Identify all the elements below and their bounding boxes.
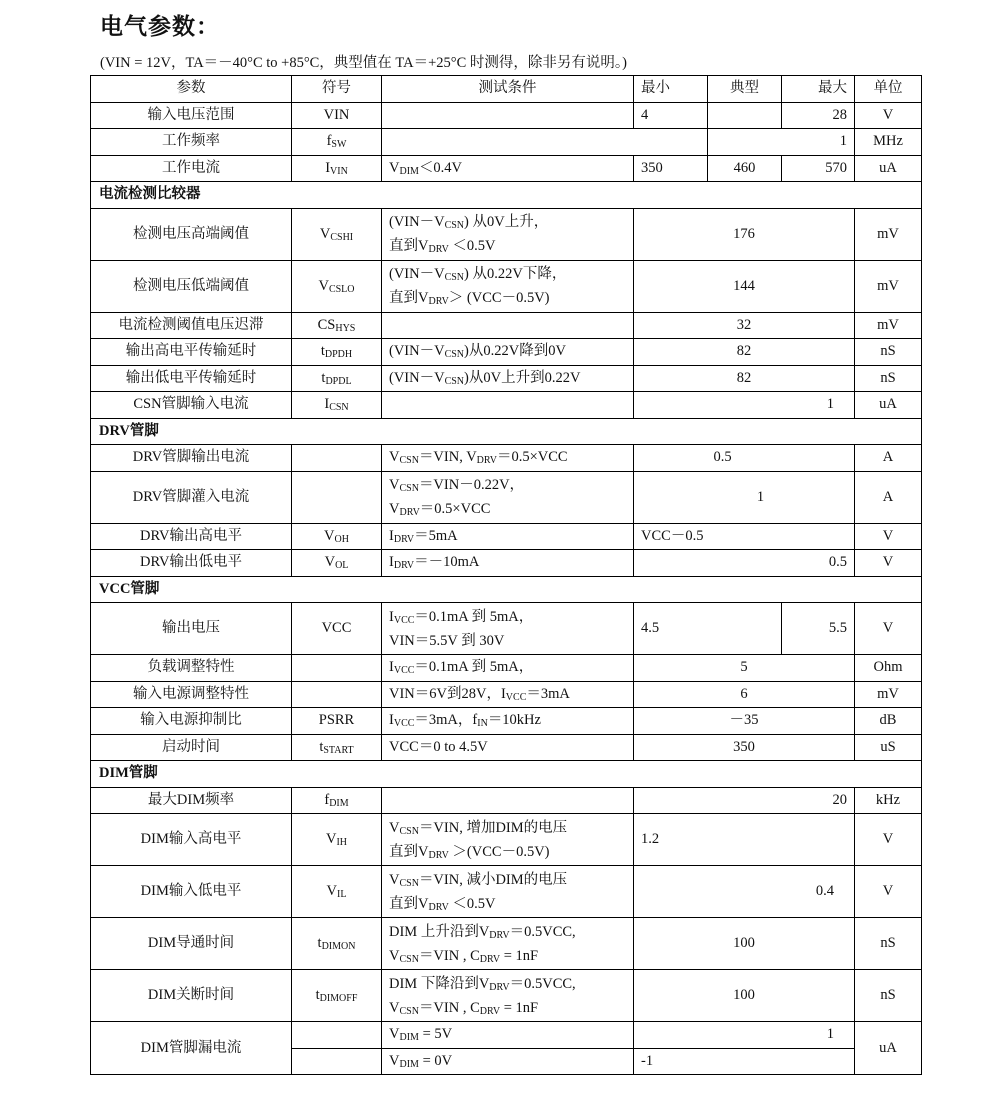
table-row xyxy=(91,866,922,918)
condition-cell xyxy=(382,787,634,814)
max-cell: 1 xyxy=(634,392,855,419)
cond-text: ＝VIN, 减小DIM的电压 xyxy=(418,871,568,888)
symbol-cell xyxy=(292,655,382,682)
unit-cell: nS xyxy=(855,365,922,392)
param-cell: CSN管脚输入电流 xyxy=(91,392,292,419)
cond-text: = 0V xyxy=(418,1052,453,1069)
typ-cell: 32 xyxy=(634,312,855,339)
typ-cell: 6 xyxy=(634,681,855,708)
header-typ: 典型 xyxy=(708,76,782,103)
cond-text: I xyxy=(389,527,394,544)
cond-text: V xyxy=(389,999,400,1016)
cond-text: ＝0.1mA 到 5mA， xyxy=(414,608,534,625)
cond-text: VIN＝6V到28V，I xyxy=(389,685,506,702)
symbol-cell xyxy=(292,734,382,761)
param-cell: 检测电压低端阈值 xyxy=(91,260,292,312)
symbol-sub: VIN xyxy=(330,165,348,177)
header-param: 参数 xyxy=(91,76,292,103)
cond-text: ＝－10mA xyxy=(414,554,480,571)
conditions-note: (VIN = 12V，TA＝－40°C to +85°C，典型值在 TA＝+25°C 时测得，除非另有说明。) xyxy=(100,55,627,71)
typ-cell: 350 xyxy=(634,734,855,761)
cond-text: ＜0.5V xyxy=(448,238,496,254)
symbol-cell xyxy=(292,918,382,970)
cond-sub: VCC xyxy=(393,614,415,626)
cond-text: I xyxy=(389,712,394,729)
min-cell: 1.2 xyxy=(634,814,855,866)
cond-text: ＝VIN－0.22V， xyxy=(418,477,525,493)
cond-text: ＜0.5V xyxy=(448,895,496,912)
condition-cell xyxy=(382,129,708,156)
param-cell: 输入电压范围 xyxy=(91,102,292,129)
cond-sub: DRV xyxy=(393,533,415,545)
cond-sub: CSN xyxy=(399,483,419,494)
min-cell: -1 xyxy=(634,1048,855,1075)
condition-cell xyxy=(382,603,634,655)
table-row xyxy=(91,445,922,472)
cond-text: ＞(VCC－0.5V) xyxy=(448,843,550,860)
cond-text: ＜0.4V xyxy=(418,159,463,176)
section-row xyxy=(91,761,922,788)
symbol-cell xyxy=(292,681,382,708)
unit-cell: nS xyxy=(855,918,922,970)
cond-text: 直到V xyxy=(389,895,429,912)
param-cell: 输出电压 xyxy=(91,603,292,655)
cond-text: 直到V xyxy=(389,238,429,254)
cond-sub: CSN xyxy=(399,877,419,889)
symbol-sub: CSN xyxy=(329,402,349,414)
cond-text: = 1nF xyxy=(500,999,539,1016)
param-cell: DIM输入高电平 xyxy=(91,814,292,866)
section-title-vcc: VCC管脚 xyxy=(91,576,922,603)
min-cell: 350 xyxy=(634,155,708,182)
table-row xyxy=(91,603,922,655)
unit-cell: uA xyxy=(855,1022,922,1075)
cond-sub: IN xyxy=(477,718,488,730)
cond-sub: DRV xyxy=(428,244,449,255)
symbol-sub: SW xyxy=(331,139,347,151)
param-cell: 工作频率 xyxy=(91,129,292,156)
symbol-cell xyxy=(292,550,382,577)
param-cell: 工作电流 xyxy=(91,155,292,182)
symbol-sub: CSHI xyxy=(330,231,354,243)
symbol-sub: IH xyxy=(336,837,348,848)
param-cell: 输出低电平传输延时 xyxy=(91,365,292,392)
header-min: 最小 xyxy=(634,76,708,103)
symbol-text: t xyxy=(319,738,324,755)
typ-cell: 82 xyxy=(634,365,855,392)
table-row xyxy=(91,471,922,523)
symbol-cell: VCC xyxy=(292,603,382,655)
unit-cell: mV xyxy=(855,681,922,708)
unit-cell: Ohm xyxy=(855,655,922,682)
symbol-text: V xyxy=(325,831,337,847)
condition-cell xyxy=(382,523,634,550)
max-cell: 0.5 xyxy=(634,550,855,577)
cond-text: (VIN－V xyxy=(389,343,445,360)
condition-cell xyxy=(382,155,634,182)
page-title: 电气参数： xyxy=(100,14,220,40)
cond-text: V xyxy=(389,871,400,888)
cond-sub: DRV xyxy=(489,929,510,941)
symbol-cell xyxy=(292,814,382,866)
cond-sub: DIM xyxy=(399,165,419,177)
typ-cell: 100 xyxy=(634,970,855,1022)
section-row xyxy=(91,182,922,209)
unit-cell: mV xyxy=(855,312,922,339)
cond-sub: CSN xyxy=(399,953,419,965)
unit-cell: mV xyxy=(855,260,922,312)
symbol-cell: PSRR xyxy=(292,708,382,735)
cond-sub: CSN xyxy=(399,455,419,467)
max-cell: 5.5 xyxy=(782,603,855,655)
symbol-cell xyxy=(292,970,382,1022)
cond-sub: DRV xyxy=(428,296,449,307)
cond-text: DIM 上升沿到V xyxy=(389,923,490,940)
table-row xyxy=(91,1022,922,1049)
cond-text: ＝3mA xyxy=(526,685,570,702)
cond-text: I xyxy=(389,554,394,571)
unit-cell: A xyxy=(855,445,922,472)
cond-sub: CSN xyxy=(399,1005,419,1017)
cond-text: ＝0.5×VCC xyxy=(496,449,568,466)
section-title-current-sense: 电流检测比较器 xyxy=(91,182,922,209)
table-row xyxy=(91,655,922,682)
symbol-sub: CSLO xyxy=(328,283,355,295)
param-cell: 输入电源抑制比 xyxy=(91,708,292,735)
min-cell: 4.5 xyxy=(634,603,782,655)
cond-sub: DRV xyxy=(399,507,420,518)
symbol-text: t xyxy=(321,369,326,386)
symbol-text: t xyxy=(317,935,322,951)
cond-text: (VIN－V xyxy=(389,214,445,230)
typ-cell xyxy=(708,102,782,129)
symbol-cell xyxy=(292,129,382,156)
symbol-sub: HYS xyxy=(335,322,356,334)
max-value: 1 xyxy=(839,133,847,150)
cond-text: V xyxy=(389,819,400,836)
cond-text: ＝5mA xyxy=(414,527,458,544)
condition-cell xyxy=(382,655,634,682)
table-row xyxy=(91,339,922,366)
unit-cell: MHz xyxy=(855,129,922,156)
cond-sub: CSN xyxy=(444,349,465,361)
cond-text: ) 从0.22V下降， xyxy=(464,266,567,282)
symbol-text: V xyxy=(324,527,335,544)
cond-sub: VCC xyxy=(393,665,415,677)
cond-text: ) 从0V上升， xyxy=(464,214,549,230)
symbol-sub: DPDL xyxy=(325,375,352,387)
min-cell: 4 xyxy=(634,102,708,129)
param-cell: 启动时间 xyxy=(91,734,292,761)
typ-cell: －35 xyxy=(634,708,855,735)
cond-text: V xyxy=(389,1026,400,1043)
symbol-cell xyxy=(292,471,382,523)
unit-cell: dB xyxy=(855,708,922,735)
param-cell: 负载调整特性 xyxy=(91,655,292,682)
symbol-cell xyxy=(292,392,382,419)
symbol-sub: DIM xyxy=(329,797,349,809)
header-max: 最大 xyxy=(782,76,855,103)
symbol-cell xyxy=(292,445,382,472)
typ-cell: 0.5 xyxy=(634,445,855,472)
symbol-cell xyxy=(292,523,382,550)
table-row xyxy=(91,365,922,392)
cond-text: = 1nF xyxy=(500,947,539,964)
param-cell: 检测电压高端阈值 xyxy=(91,208,292,260)
symbol-text: V xyxy=(318,277,329,294)
unit-cell: V xyxy=(855,523,922,550)
cond-text: (VIN－V xyxy=(389,369,445,386)
cond-text: I xyxy=(389,659,394,676)
condition-cell xyxy=(382,1022,634,1049)
symbol-text: f xyxy=(326,133,332,150)
symbol-text: V xyxy=(326,883,338,899)
table-row xyxy=(91,523,922,550)
typ-cell: 5 xyxy=(634,655,855,682)
cond-text: V xyxy=(389,947,400,964)
symbol-cell xyxy=(292,339,382,366)
param-cell: DIM关断时间 xyxy=(91,970,292,1022)
cond-sub: DRV xyxy=(489,981,510,993)
symbol-sub: OL xyxy=(335,560,349,572)
cond-text: )从0.22V降到0V xyxy=(464,343,566,360)
table-row xyxy=(91,208,922,260)
section-row xyxy=(91,576,922,603)
cond-text: ＞ (VCC－0.5V) xyxy=(448,290,550,306)
max-cell: 570 xyxy=(782,155,855,182)
table-row xyxy=(91,129,922,156)
table-row xyxy=(91,787,922,814)
symbol-cell xyxy=(292,260,382,312)
cond-text: ＝10kHz xyxy=(487,712,541,729)
condition-cell xyxy=(382,708,634,735)
cond-text: = 5V xyxy=(418,1026,453,1043)
cond-text: ＝VIN, V xyxy=(418,449,477,466)
param-cell: DRV管脚输出电流 xyxy=(91,445,292,472)
symbol-text: t xyxy=(315,987,320,1003)
cond-sub: CSN xyxy=(444,272,465,283)
cond-sub: VCC xyxy=(505,691,527,703)
condition-cell xyxy=(382,866,634,918)
cond-text: 直到V xyxy=(389,290,429,306)
unit-cell: V xyxy=(855,550,922,577)
cond-sub: DRV xyxy=(428,901,449,913)
condition-cell xyxy=(382,550,634,577)
max-cell: 28 xyxy=(782,102,855,129)
unit-cell: V xyxy=(855,814,922,866)
typ-cell: 1 xyxy=(634,471,855,523)
unit-cell: V xyxy=(855,102,922,129)
max-cell xyxy=(708,129,855,156)
unit-cell: A xyxy=(855,471,922,523)
unit-cell: uA xyxy=(855,392,922,419)
symbol-sub: DIMOFF xyxy=(319,993,358,1004)
unit-cell: V xyxy=(855,866,922,918)
symbol-cell xyxy=(292,787,382,814)
cond-text: ＝0.5VCC, xyxy=(509,975,576,992)
cond-text: ＝VIN, 增加DIM的电压 xyxy=(418,819,568,836)
condition-cell xyxy=(382,970,634,1022)
param-cell: DRV输出高电平 xyxy=(91,523,292,550)
typ-cell: 82 xyxy=(634,339,855,366)
symbol-cell: VIN xyxy=(292,102,382,129)
condition-cell xyxy=(382,312,634,339)
cond-text: ＝0.5VCC, xyxy=(509,923,576,940)
unit-cell: uS xyxy=(855,734,922,761)
cond-text: ＝0.1mA 到 5mA， xyxy=(414,659,534,676)
cond-text: ＝VIN , C xyxy=(418,999,480,1016)
cond-text: )从0V上升到0.22V xyxy=(464,369,581,386)
table-row xyxy=(91,550,922,577)
cond-text: V xyxy=(389,477,400,493)
cond-sub: DRV xyxy=(428,849,449,861)
table-row xyxy=(91,102,922,129)
condition-cell xyxy=(382,445,634,472)
cond-text: V xyxy=(389,1052,400,1069)
cond-sub: DIM xyxy=(399,1032,419,1044)
param-cell: DRV输出低电平 xyxy=(91,550,292,577)
cond-sub: DRV xyxy=(479,1005,501,1017)
table-row xyxy=(91,708,922,735)
param-cell: 输入电源调整特性 xyxy=(91,681,292,708)
condition-cell xyxy=(382,918,634,970)
symbol-cell xyxy=(292,866,382,918)
table-row xyxy=(91,681,922,708)
symbol-sub: DPDH xyxy=(324,349,353,361)
param-cell: 最大DIM频率 xyxy=(91,787,292,814)
table-row xyxy=(91,312,922,339)
cond-text: ＝VIN , C xyxy=(418,947,480,964)
unit-cell: kHz xyxy=(855,787,922,814)
symbol-cell xyxy=(292,1022,382,1049)
condition-cell xyxy=(382,471,634,523)
condition-cell: VCC＝0 to 4.5V xyxy=(382,734,634,761)
param-cell: DIM管脚漏电流 xyxy=(91,1022,292,1075)
min-cell: VCC－0.5 xyxy=(634,523,855,550)
unit-cell: nS xyxy=(855,339,922,366)
cond-text: (VIN－V xyxy=(389,266,445,282)
unit-cell: mV xyxy=(855,208,922,260)
symbol-sub: IL xyxy=(337,889,347,900)
cond-text: ＝3mA，f xyxy=(414,712,478,729)
cond-sub: DIM xyxy=(399,1058,419,1070)
table-row xyxy=(91,918,922,970)
table-row xyxy=(91,155,922,182)
table-row xyxy=(91,392,922,419)
symbol-text: V xyxy=(319,225,331,242)
typ-cell: 144 xyxy=(634,260,855,312)
param-cell: 输出高电平传输延时 xyxy=(91,339,292,366)
header-symbol: 符号 xyxy=(292,76,382,103)
cond-text: DIM 下降沿到V xyxy=(389,975,490,992)
section-row xyxy=(91,418,922,445)
symbol-cell xyxy=(292,312,382,339)
cond-sub: DRV xyxy=(393,560,415,572)
header-row xyxy=(91,76,922,103)
symbol-cell xyxy=(292,365,382,392)
symbol-cell xyxy=(292,155,382,182)
electrical-parameters-table xyxy=(90,75,922,1075)
cond-sub: DRV xyxy=(479,953,501,965)
param-cell: DIM导通时间 xyxy=(91,918,292,970)
cond-text: 直到V xyxy=(389,843,429,860)
cond-text: I xyxy=(389,608,394,625)
header-condition: 测试条件 xyxy=(382,76,634,103)
cond-sub: DRV xyxy=(476,455,497,467)
symbol-text: I xyxy=(325,159,331,176)
max-cell: 20 xyxy=(634,787,855,814)
cond-sub: VCC xyxy=(393,718,415,730)
cond-sub: CSN xyxy=(444,375,465,387)
condition-cell xyxy=(382,392,634,419)
cond-text: V xyxy=(389,449,400,466)
cond-text: ＝0.5×VCC xyxy=(419,501,491,517)
condition-cell xyxy=(382,102,634,129)
max-cell: 1 xyxy=(634,1022,855,1049)
header-unit: 单位 xyxy=(855,76,922,103)
typ-cell: 176 xyxy=(634,208,855,260)
unit-cell: nS xyxy=(855,970,922,1022)
cond-sub: CSN xyxy=(444,220,465,231)
table-row xyxy=(91,734,922,761)
condition-cell xyxy=(382,365,634,392)
symbol-text: t xyxy=(320,343,325,360)
condition-cell xyxy=(382,260,634,312)
typ-cell: 100 xyxy=(634,918,855,970)
cond-sub: CSN xyxy=(399,825,419,837)
table-row xyxy=(91,260,922,312)
section-title-drv: DRV管脚 xyxy=(91,418,922,445)
param-cell: DIM输入低电平 xyxy=(91,866,292,918)
typ-cell: 460 xyxy=(708,155,782,182)
condition-cell xyxy=(382,1048,634,1075)
symbol-sub: START xyxy=(323,744,354,756)
max-cell: 0.4 xyxy=(634,866,855,918)
param-cell: DRV管脚灌入电流 xyxy=(91,471,292,523)
cond-text: V xyxy=(389,159,400,176)
unit-cell: V xyxy=(855,603,922,655)
condition-cell xyxy=(382,814,634,866)
symbol-cell xyxy=(292,1048,382,1075)
cond-text: VIN＝5.5V 到 30V xyxy=(389,632,505,649)
section-title-dim: DIM管脚 xyxy=(91,761,922,788)
unit-cell: uA xyxy=(855,155,922,182)
symbol-sub: OH xyxy=(334,533,349,545)
param-cell: 电流检测阈值电压迟滞 xyxy=(91,312,292,339)
condition-cell xyxy=(382,681,634,708)
condition-cell xyxy=(382,339,634,366)
symbol-text: I xyxy=(324,396,330,413)
symbol-text: CS xyxy=(317,316,336,333)
table-row xyxy=(91,970,922,1022)
symbol-sub: DIMON xyxy=(321,941,356,952)
symbol-text: V xyxy=(324,554,336,571)
cond-text: V xyxy=(389,501,400,517)
condition-cell xyxy=(382,208,634,260)
table-row xyxy=(91,814,922,866)
symbol-text: f xyxy=(324,791,330,808)
symbol-cell xyxy=(292,208,382,260)
